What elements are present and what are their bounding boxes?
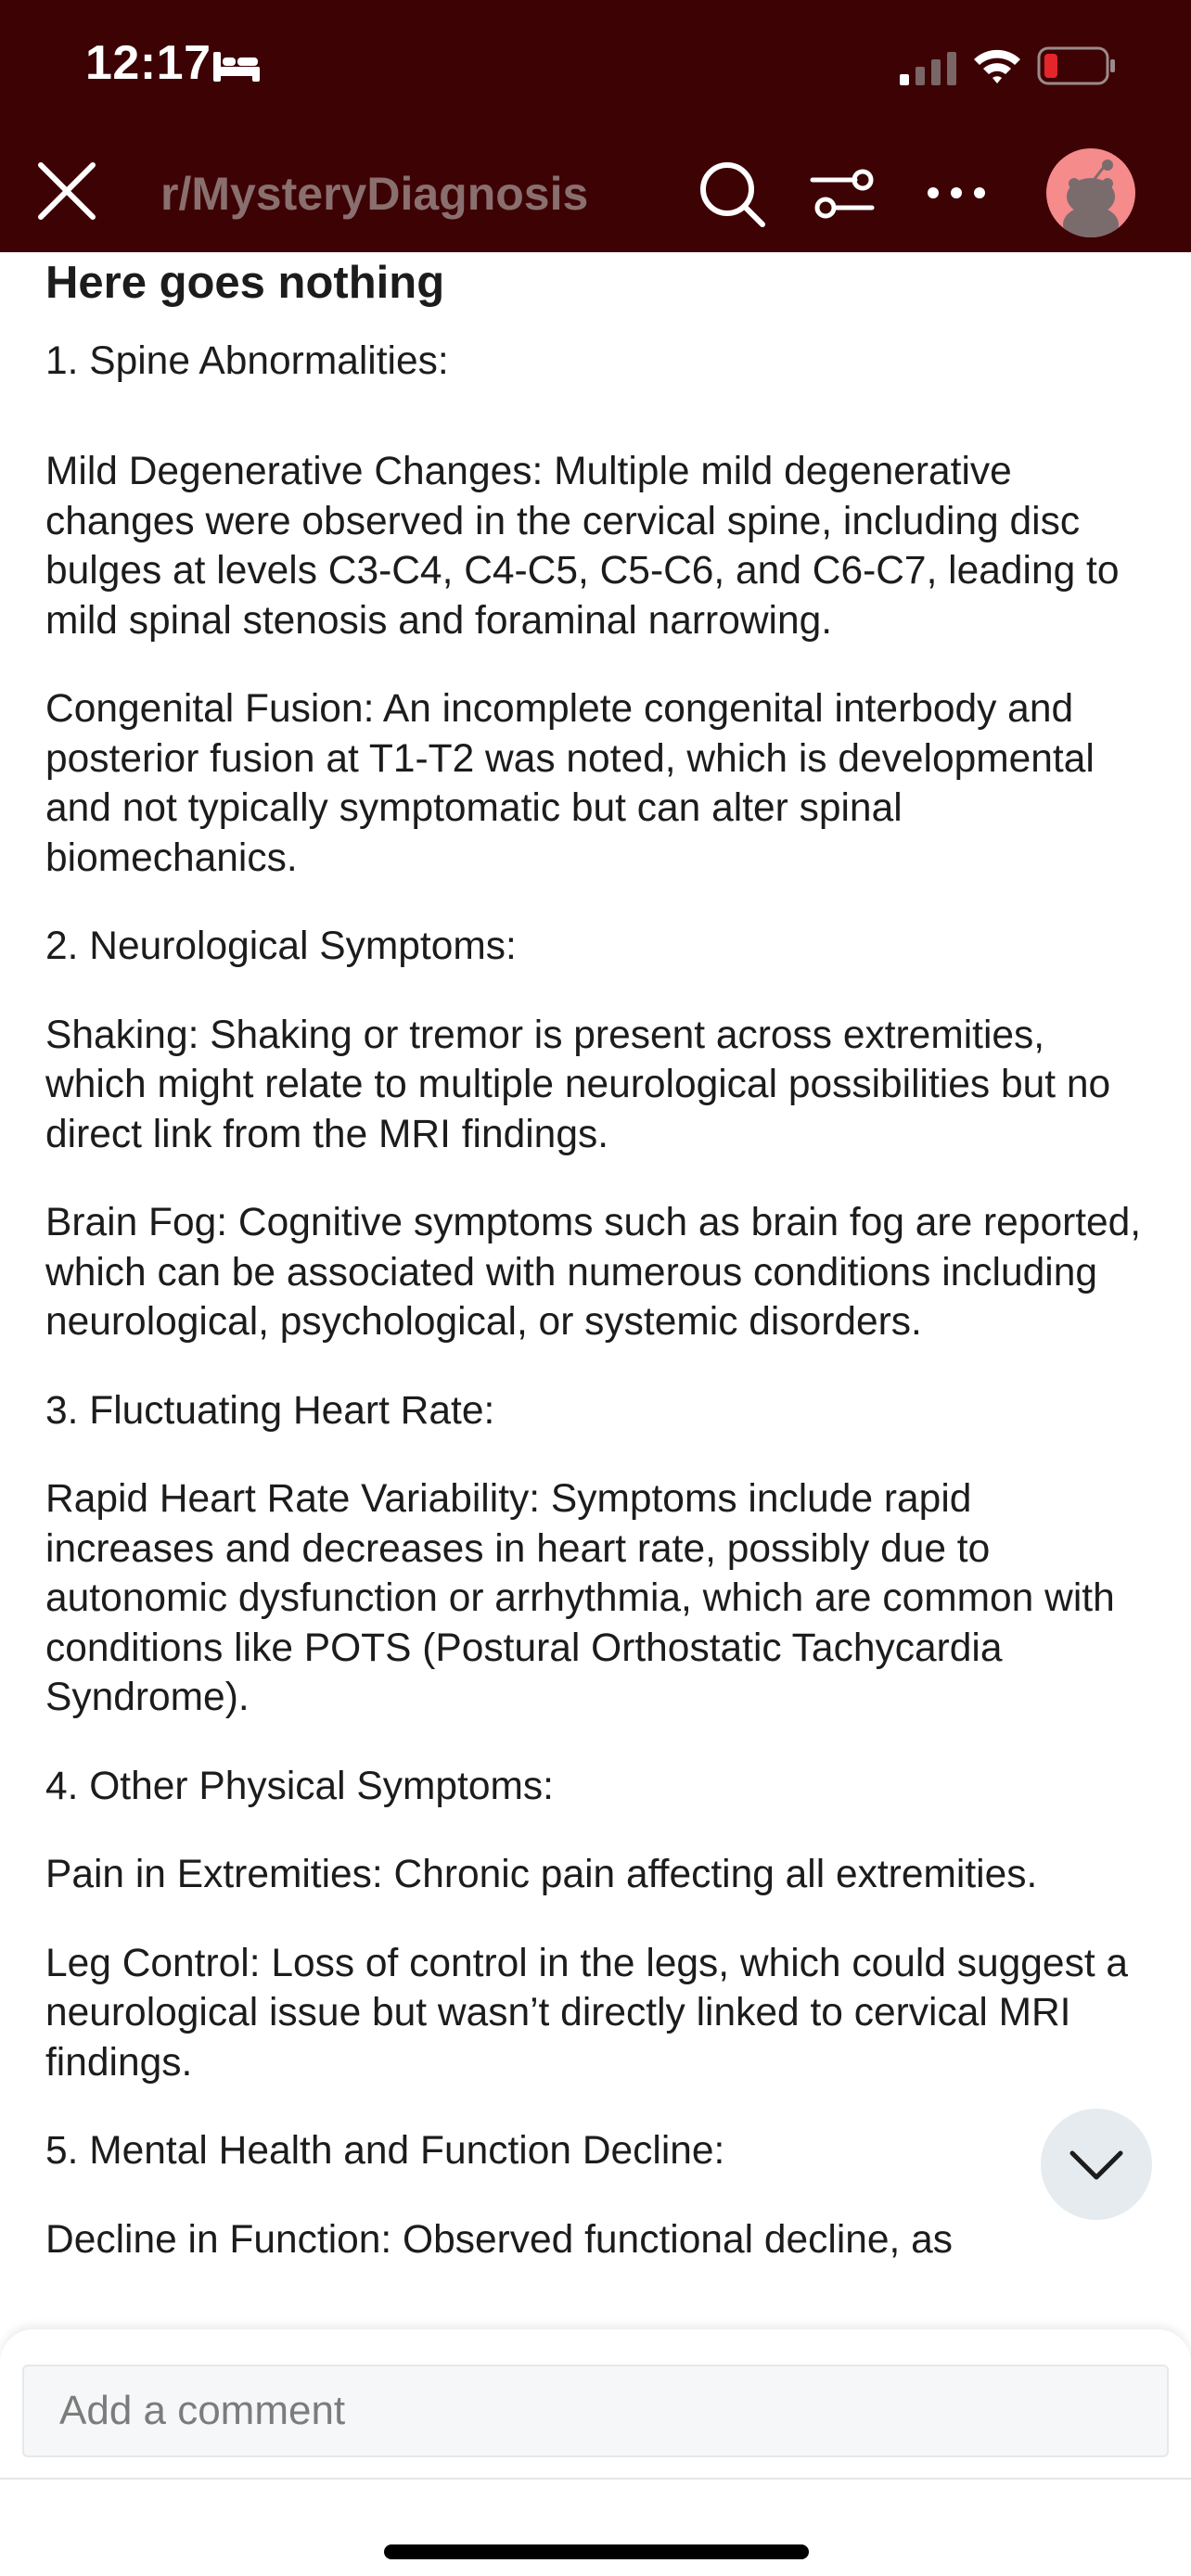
post-paragraph: Brain Fog: Cognitive symptoms such as brain fog are reported, which can be associated with numerous conditions including neurological, psychological, or systemic disorders. — [45, 1201, 1142, 1345]
search-icon[interactable] — [698, 159, 768, 230]
post-content — [45, 252, 1149, 2329]
top-bar — [0, 0, 1191, 252]
comment-bar — [0, 2329, 1191, 2576]
post-paragraph: Rapid Heart Rate Variability: Symptoms include rapid increases and decreases in heart rate, possibly due to autonomic dysfunction or arrhythmia, which are common with conditions like POTS (Postural Orthostatic Tachycardia Syndrome). — [45, 1477, 1115, 1720]
post-paragraph: 2. Neurological Symptoms: — [45, 925, 517, 969]
snoo-avatar-icon — [1046, 148, 1135, 237]
post-paragraph: 3. Fluctuating Heart Rate: — [45, 1388, 495, 1433]
divider — [0, 2478, 1191, 2480]
more-icon[interactable] — [926, 182, 987, 204]
post-paragraph: Congenital Fusion: An incomplete congenital interbody and posterior fusion at T1-T2 was noted, which is developmental and not typically symptomatic but can alter spinal biomechanics. — [45, 687, 1095, 880]
bed-icon — [211, 50, 262, 83]
post-paragraph: Leg Control: Loss of control in the legs, which could suggest a neurological issue but wasn’t directly linked to cervical MRI findings. — [45, 1941, 1129, 2085]
scroll-down-button[interactable] — [1041, 2109, 1152, 2220]
status-time: 12:17 — [85, 36, 211, 90]
post-paragraph: 5. Mental Health and Function Decline: — [45, 2129, 725, 2174]
close-icon[interactable] — [35, 159, 98, 223]
home-indicator[interactable] — [384, 2544, 809, 2559]
post-paragraph: 1. Spine Abnormalities: — [45, 338, 449, 383]
nav-bar — [0, 139, 1191, 252]
battery-low-icon — [1037, 46, 1117, 85]
battery-level — [1044, 54, 1057, 78]
avatar[interactable] — [1046, 148, 1135, 237]
post-title: Here goes nothing — [45, 258, 445, 308]
comment-input[interactable] — [22, 2365, 1169, 2457]
post-paragraph: 4. Other Physical Symptoms: — [45, 1764, 554, 1808]
status-bar — [0, 0, 1191, 139]
subreddit-name[interactable]: r/MysteryDiagnosis — [160, 168, 589, 220]
post-paragraph: Shaking: Shaking or tremor is present across extremities, which might relate to multiple neurological possibilities but no direct link from the MRI findings. — [45, 1013, 1111, 1156]
wifi-icon — [972, 45, 1022, 87]
cellular-signal-icon — [900, 52, 959, 85]
post-paragraph: Pain in Extremities: Chronic pain affecting all extremities. — [45, 1853, 1038, 1897]
post-paragraph: Mild Degenerative Changes: Multiple mild degenerative changes were observed in the cervical spine, including disc bulges at levels C3-C4, C4-C5, C5-C6, and C6-C7, leading to mild spinal stenosis and foraminal narrowing. — [45, 450, 1120, 643]
post-paragraph: Decline in Function: Observed functional decline, as — [45, 2217, 954, 2262]
filter-icon[interactable] — [809, 163, 876, 224]
chevron-down-icon — [1067, 2140, 1126, 2188]
